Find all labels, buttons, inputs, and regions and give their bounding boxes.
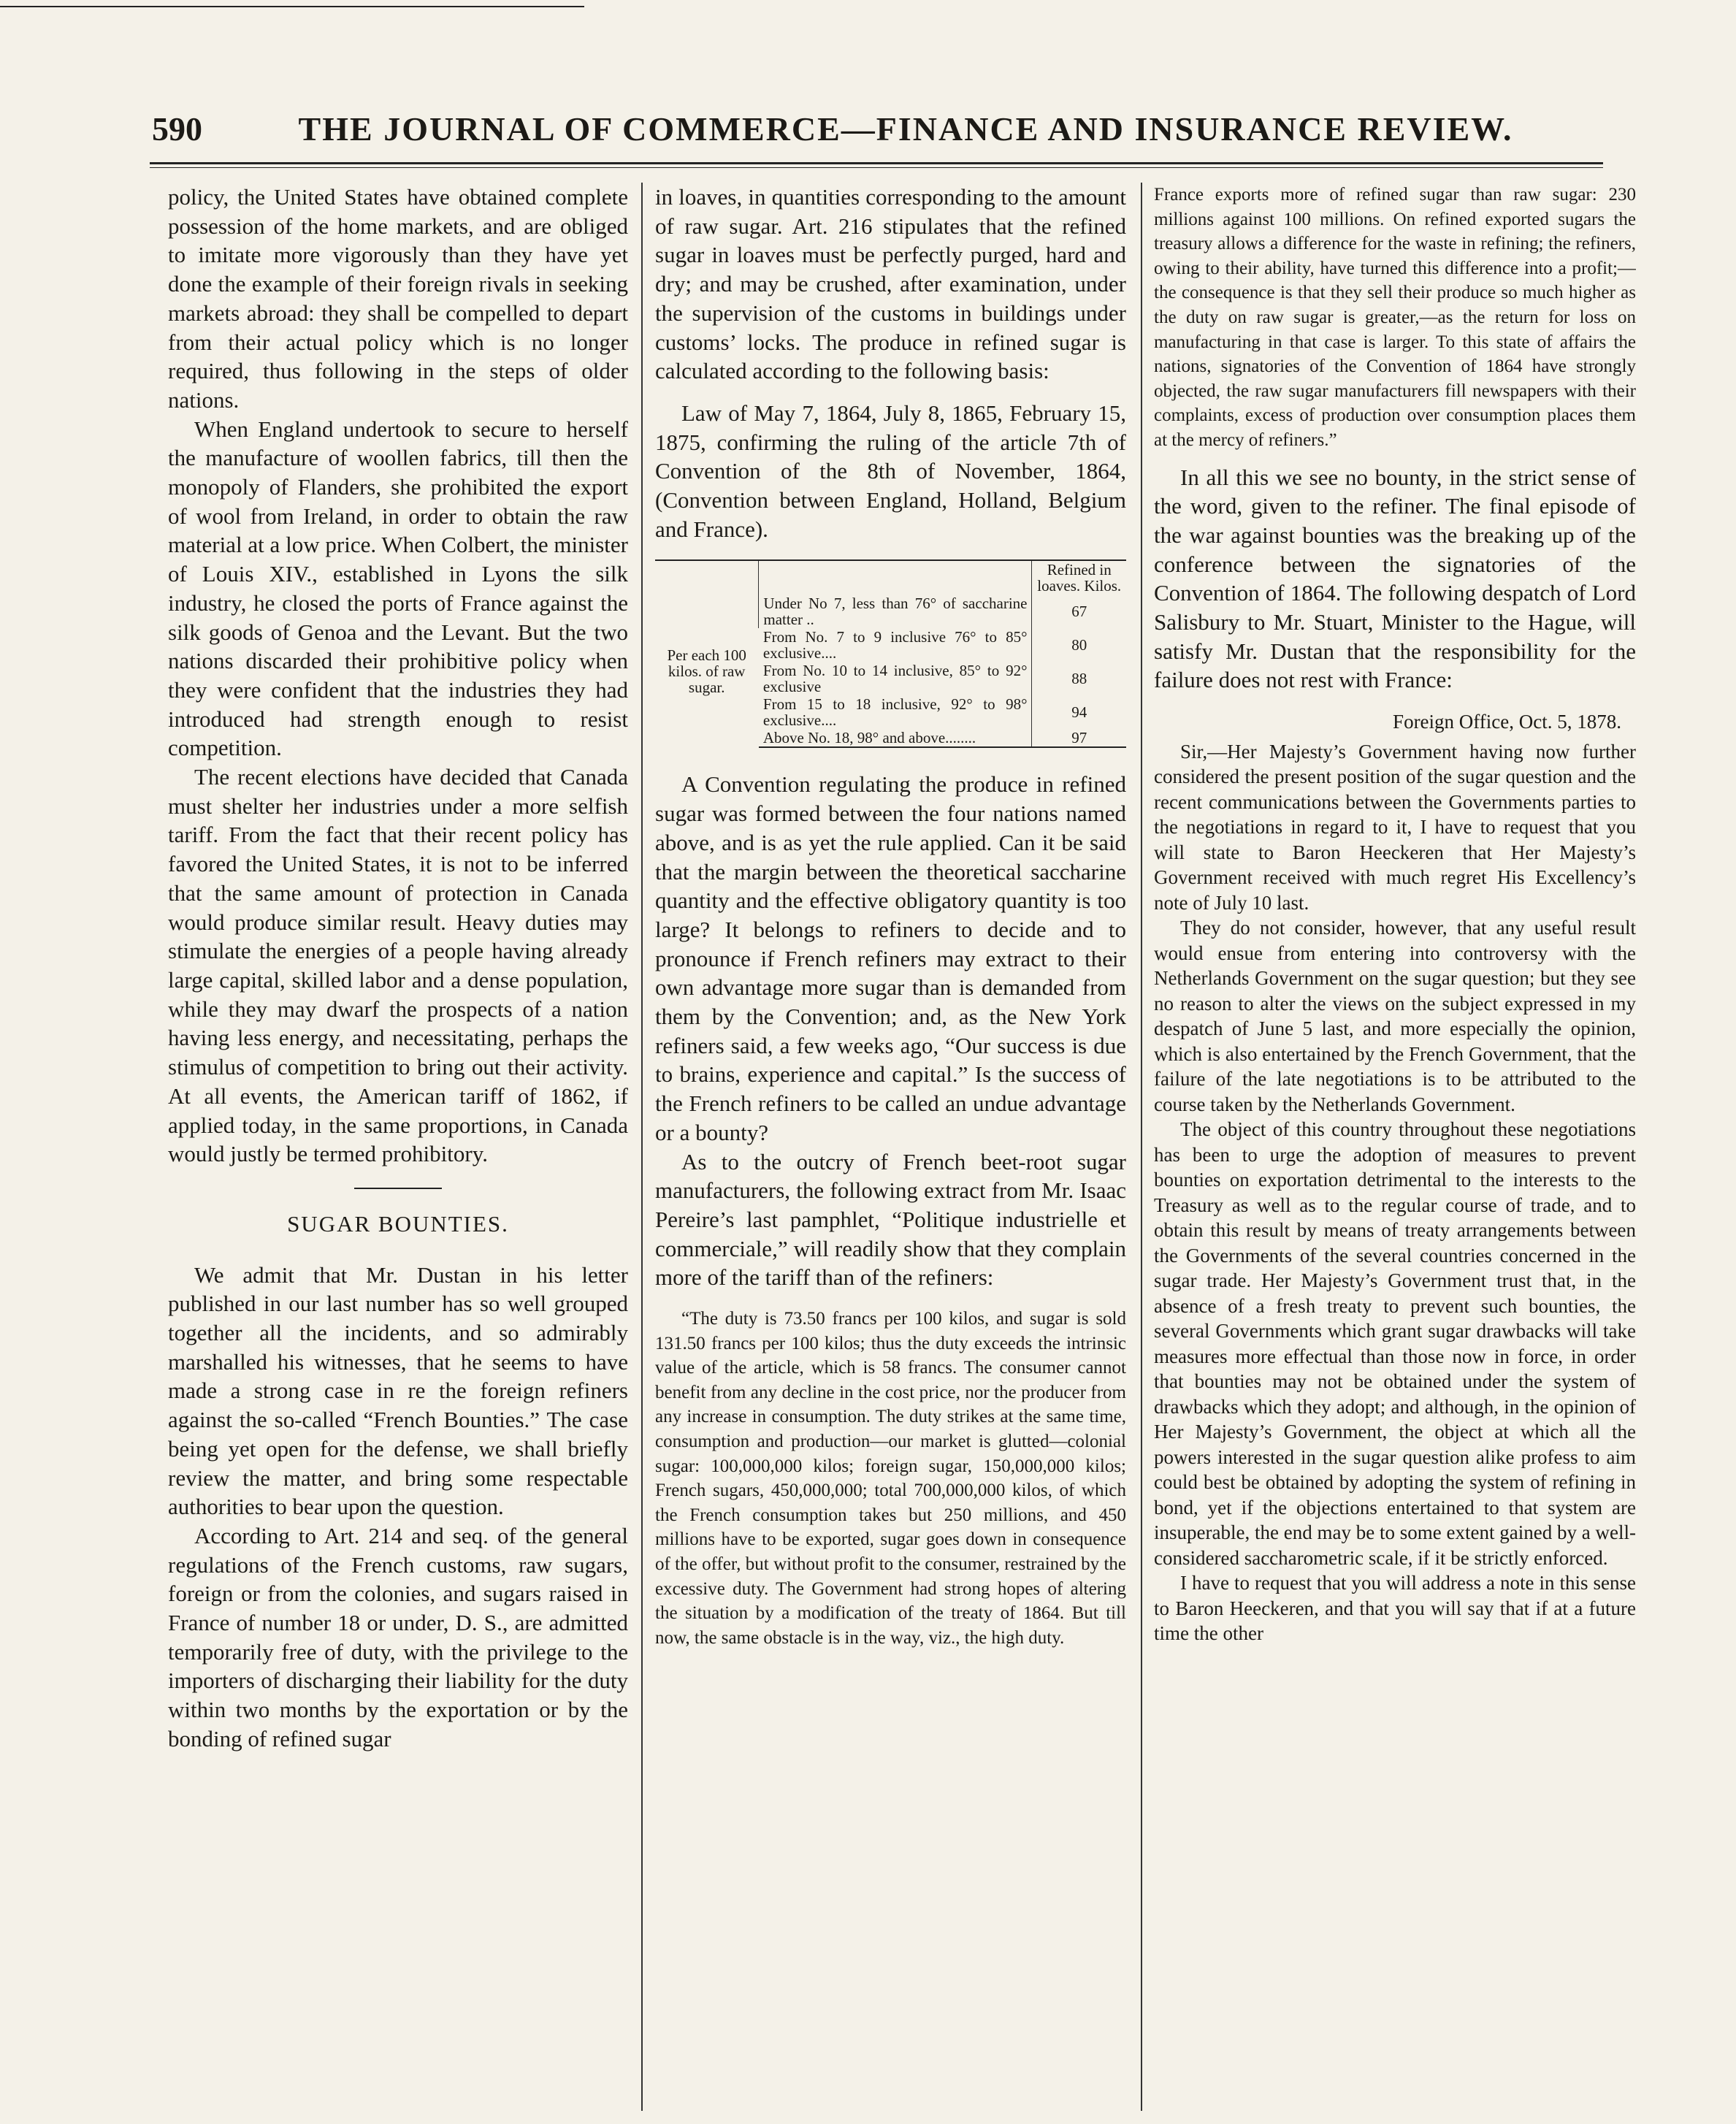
law-citation: Law of May 7, 1864, July 8, 1865, February 15, 1875, confirming the ruling of the article 7th of Convention of the 8th of November, 1864, (Convention between England, Holland, Belgium and France). xyxy=(655,400,1126,542)
table-cell-grade: Under No 7, less than 76° of saccharine matter .. xyxy=(759,595,1032,628)
paragraph: In all this we see no bounty, in the strict sense of the word, given to the refiner. The final episode of the war against bounties was the breaking up of the conference between the signatories of the Convention of 1864. The following despatch of Lord Salisbury to Mr. Stuart, Minister to the Hague, will satisfy Mr. Dustan that the responsibility for the failure does not rest with France: xyxy=(1154,464,1636,693)
top-edge-rule xyxy=(0,6,584,7)
section-title: SUGAR BOUNTIES. xyxy=(287,1210,509,1237)
paragraph: According to Art. 214 and seq. of the general regulations of the French customs, raw sugars, foreign or from the colonies, and sugars raised in France of number 18 or under, D. S., are admitted temporarily free of duty, with the privilege to the importers of discharging their liability for the duty within two months by the exportation or by the bonding of refined sugar xyxy=(168,1522,628,1751)
header-rule-thin xyxy=(150,167,1603,168)
header-rule xyxy=(150,162,1603,164)
table-header-refined: Refined in loaves. Kilos. xyxy=(1032,560,1126,595)
table-row-label: Per each 100 kilos. of raw sugar. xyxy=(667,646,746,696)
letter-paragraph: Sir,—Her Majesty’s Government having now further considered the present position of the sugar question and the recent communications between the Governments parties to the negotiations in regard to it, I have to request that you will state to Baron Heeckeren that Her Majesty’s Government received with much regret His Excellency’s note of July 10 last. xyxy=(1154,740,1636,914)
paragraph: policy, the United States have obtained complete possession of the home markets, and are obliged to imitate more vigorously than they have yet done the example of their foreign rivals in seeking markets abroad: they shall be compelled to depart from their actual policy which is no longer required, thus following in the steps of older nations. xyxy=(168,184,628,413)
letter-paragraph: I have to request that you will address a note in this sense to Baron Heeckeren, and that you will say that if at a future time the other xyxy=(1154,1572,1636,1645)
table-cell-grade: From No. 7 to 9 inclusive 76° to 85° exclusive.... xyxy=(762,628,1028,662)
table-cell-grade: Above No. 18, 98° and above........ xyxy=(759,729,1032,747)
letter-paragraph: The object of this country throughout these negotiations has been to urge the adoption of measures to prevent bounties on exportation detrimental to the interests to the Treasury as well as to the regular course of trade, and to obtain this result by means of treaty arrangements between the Governments of the several countries concerned in the sugar trade. Her Majesty’s Government trust that, in the absence of a fresh treaty to prevent such bounties, the several Governments which grant sugar drawbacks will take measures more effectual than those now in force, in order that bounties may not be obtained under the system of drawbacks which they adopt; and although, in the opinion of Her Majesty’s Government, the object at which all the powers interested in the sugar question alike profess to aim could best be obtained by adopting the system of refining in bond, yet if the objections entertained to that system are insuperable, the end may be to some extent gained by a well-considered saccharometric scale, if it be strictly enforced. xyxy=(1154,1118,1636,1569)
table-cell-value: 80 xyxy=(1032,628,1126,662)
table-cell-grade: From 15 to 18 inclusive, 92° to 98° exclusive.... xyxy=(762,695,1028,730)
paragraph: The recent elections have decided that Canada must shelter her industries under a more selfish tariff. From the fact that their recent policy has favored the United States, it is not to be inferred that the same amount of protection in Canada would produce similar result. Heavy duties may stimulate the energies of a people having already large capital, skilled labor and a dense population, while they may dwarf the prospects of a nation having less energy, and necessitating, perhaps the stimulus of competition to bring out their activity. At all events, the American tariff of 1862, if applied today, in the same proportions, in Canada would justly be termed prohibitory. xyxy=(168,764,628,1167)
dateline: Foreign Office, Oct. 5, 1878. xyxy=(1393,711,1621,733)
pereire-quote-continued: France exports more of refined sugar than raw sugar: 230 millions against 100 millions. On refined exported sugars the treasury allows a difference for the waste in refining; the refiners, owing to their ability, have turned this difference into a profit;—the consequence is that they sell their produce so much higher as the duty on raw sugar is greater,—as the return for loss on manufacturing in that case is larger. To this state of affairs the nations, signatories of the Convention of 1864 have strongly objected, the raw sugar manufacturers fill newspapers with their complaints, excess of production over consumption places them at the mercy of refiners.” xyxy=(1154,185,1636,450)
page-number: 590 xyxy=(152,110,202,148)
table-cell-value: 94 xyxy=(1032,695,1126,729)
sugar-yield-table xyxy=(655,559,1126,748)
table-cell-value: 67 xyxy=(1032,595,1126,628)
table-cell-value: 97 xyxy=(1032,729,1126,747)
letter-paragraph: They do not consider, however, that any useful result would ensue from entering into controversy with the Netherlands Government on the sugar question; but they see no reason to alter the views on the subject expressed in my despatch of June 5 last, and more especially the opinion, which is also entertained by the French Government, that the failure of the late negotiations is to be attributed to the course taken by the Netherlands Government. xyxy=(1154,917,1636,1115)
paragraph: We admit that Mr. Dustan in his letter published in our last number has so well grouped together all the incidents, and so admirably marshalled his witnesses, that he seems to have made a strong case in re the foreign refiners against the so-called “French Bounties.” The case being yet open for the defense, we shall briefly review the matter, and bring some respectable authorities to bear upon the question. xyxy=(168,1261,628,1520)
column-1 xyxy=(168,183,628,2111)
column-divider-1 xyxy=(641,183,643,2111)
column-3 xyxy=(1154,183,1636,2111)
paragraph: in loaves, in quantities corresponding to the amount of raw sugar. Art. 216 stipulates that the refined sugar in loaves must be perfectly purged, hard and dry; and may be crushed, after examination, under the supervision of the customs in buildings under customs’ locks. The produce in refined sugar is calculated according to the following basis: xyxy=(655,184,1126,384)
paragraph: When England undertook to secure to herself the manufacture of woollen fabrics, till then the monopoly of Flanders, she prohibited the export of wool from Ireland, in order to obtain the raw material at a low price. When Colbert, the minister of Louis XIV., established in Lyons the silk industry, he closed the ports of France against the silk goods of Genoa and the Levant. But the two nations discarded their prohibitive policy when they were confident that the industries they had introduced had strength enough to resist competition. xyxy=(168,416,628,761)
paragraph: A Convention regulating the produce in refined sugar was formed between the four nations named above, and is as yet the rule applied. Can it be said that the margin between the theoretical saccharine quantity and the effective obligatory quantity is too large? It belongs to refiners to decide and to pronounce if French refiners may extract to their own advantage more sugar than is demanded from them by the Convention; and, as the New York refiners said, a few weeks ago, “Our success is due to brains, experience and capital.” Is the success of the French refiners to be called an undue advantage or a bounty? xyxy=(655,771,1126,1145)
pereire-quote: “The duty is 73.50 francs per 100 kilos, and sugar is sold 131.50 francs per 100 kilos; thus the duty exceeds the intrinsic value of the article, which is 58 francs. The consumer cannot benefit from any decline in the cost price, nor the producer from any increase in consumption. The duty strikes at the same time, consumption and production—our market is glutted—colonial sugar: 100,000,000 kilos; foreign sugar, 150,000,000 kilos; French sugars, 450,000,000; total 700,000,000 kilos, of which the French consumption takes but 250 millions, and 450 millions have to be exported, sugar goes down in consequence of the offer, but without profit to the consumer, restrained by the excessive duty. The Government had strong hopes of altering the situation by a modification of the treaty of 1864. But till now, the same obstacle is in the way, viz., the high duty. xyxy=(655,1309,1126,1648)
column-2 xyxy=(655,183,1126,2111)
journal-title: THE JOURNAL OF COMMERCE—FINANCE AND INSURANCE REVIEW. xyxy=(298,110,1513,148)
section-divider xyxy=(354,1188,442,1189)
column-divider-2 xyxy=(1141,183,1142,2111)
paragraph: As to the outcry of French beet-root sugar manufacturers, the following extract from Mr. Isaac Pereire’s last pamphlet, “Politique industrielle et commerciale,” will readily show that they complain more of the tariff than of the refiners: xyxy=(655,1148,1126,1291)
table-cell-grade: From No. 10 to 14 inclusive, 85° to 92° exclusive xyxy=(762,662,1028,696)
table-cell-value: 88 xyxy=(1032,662,1126,695)
